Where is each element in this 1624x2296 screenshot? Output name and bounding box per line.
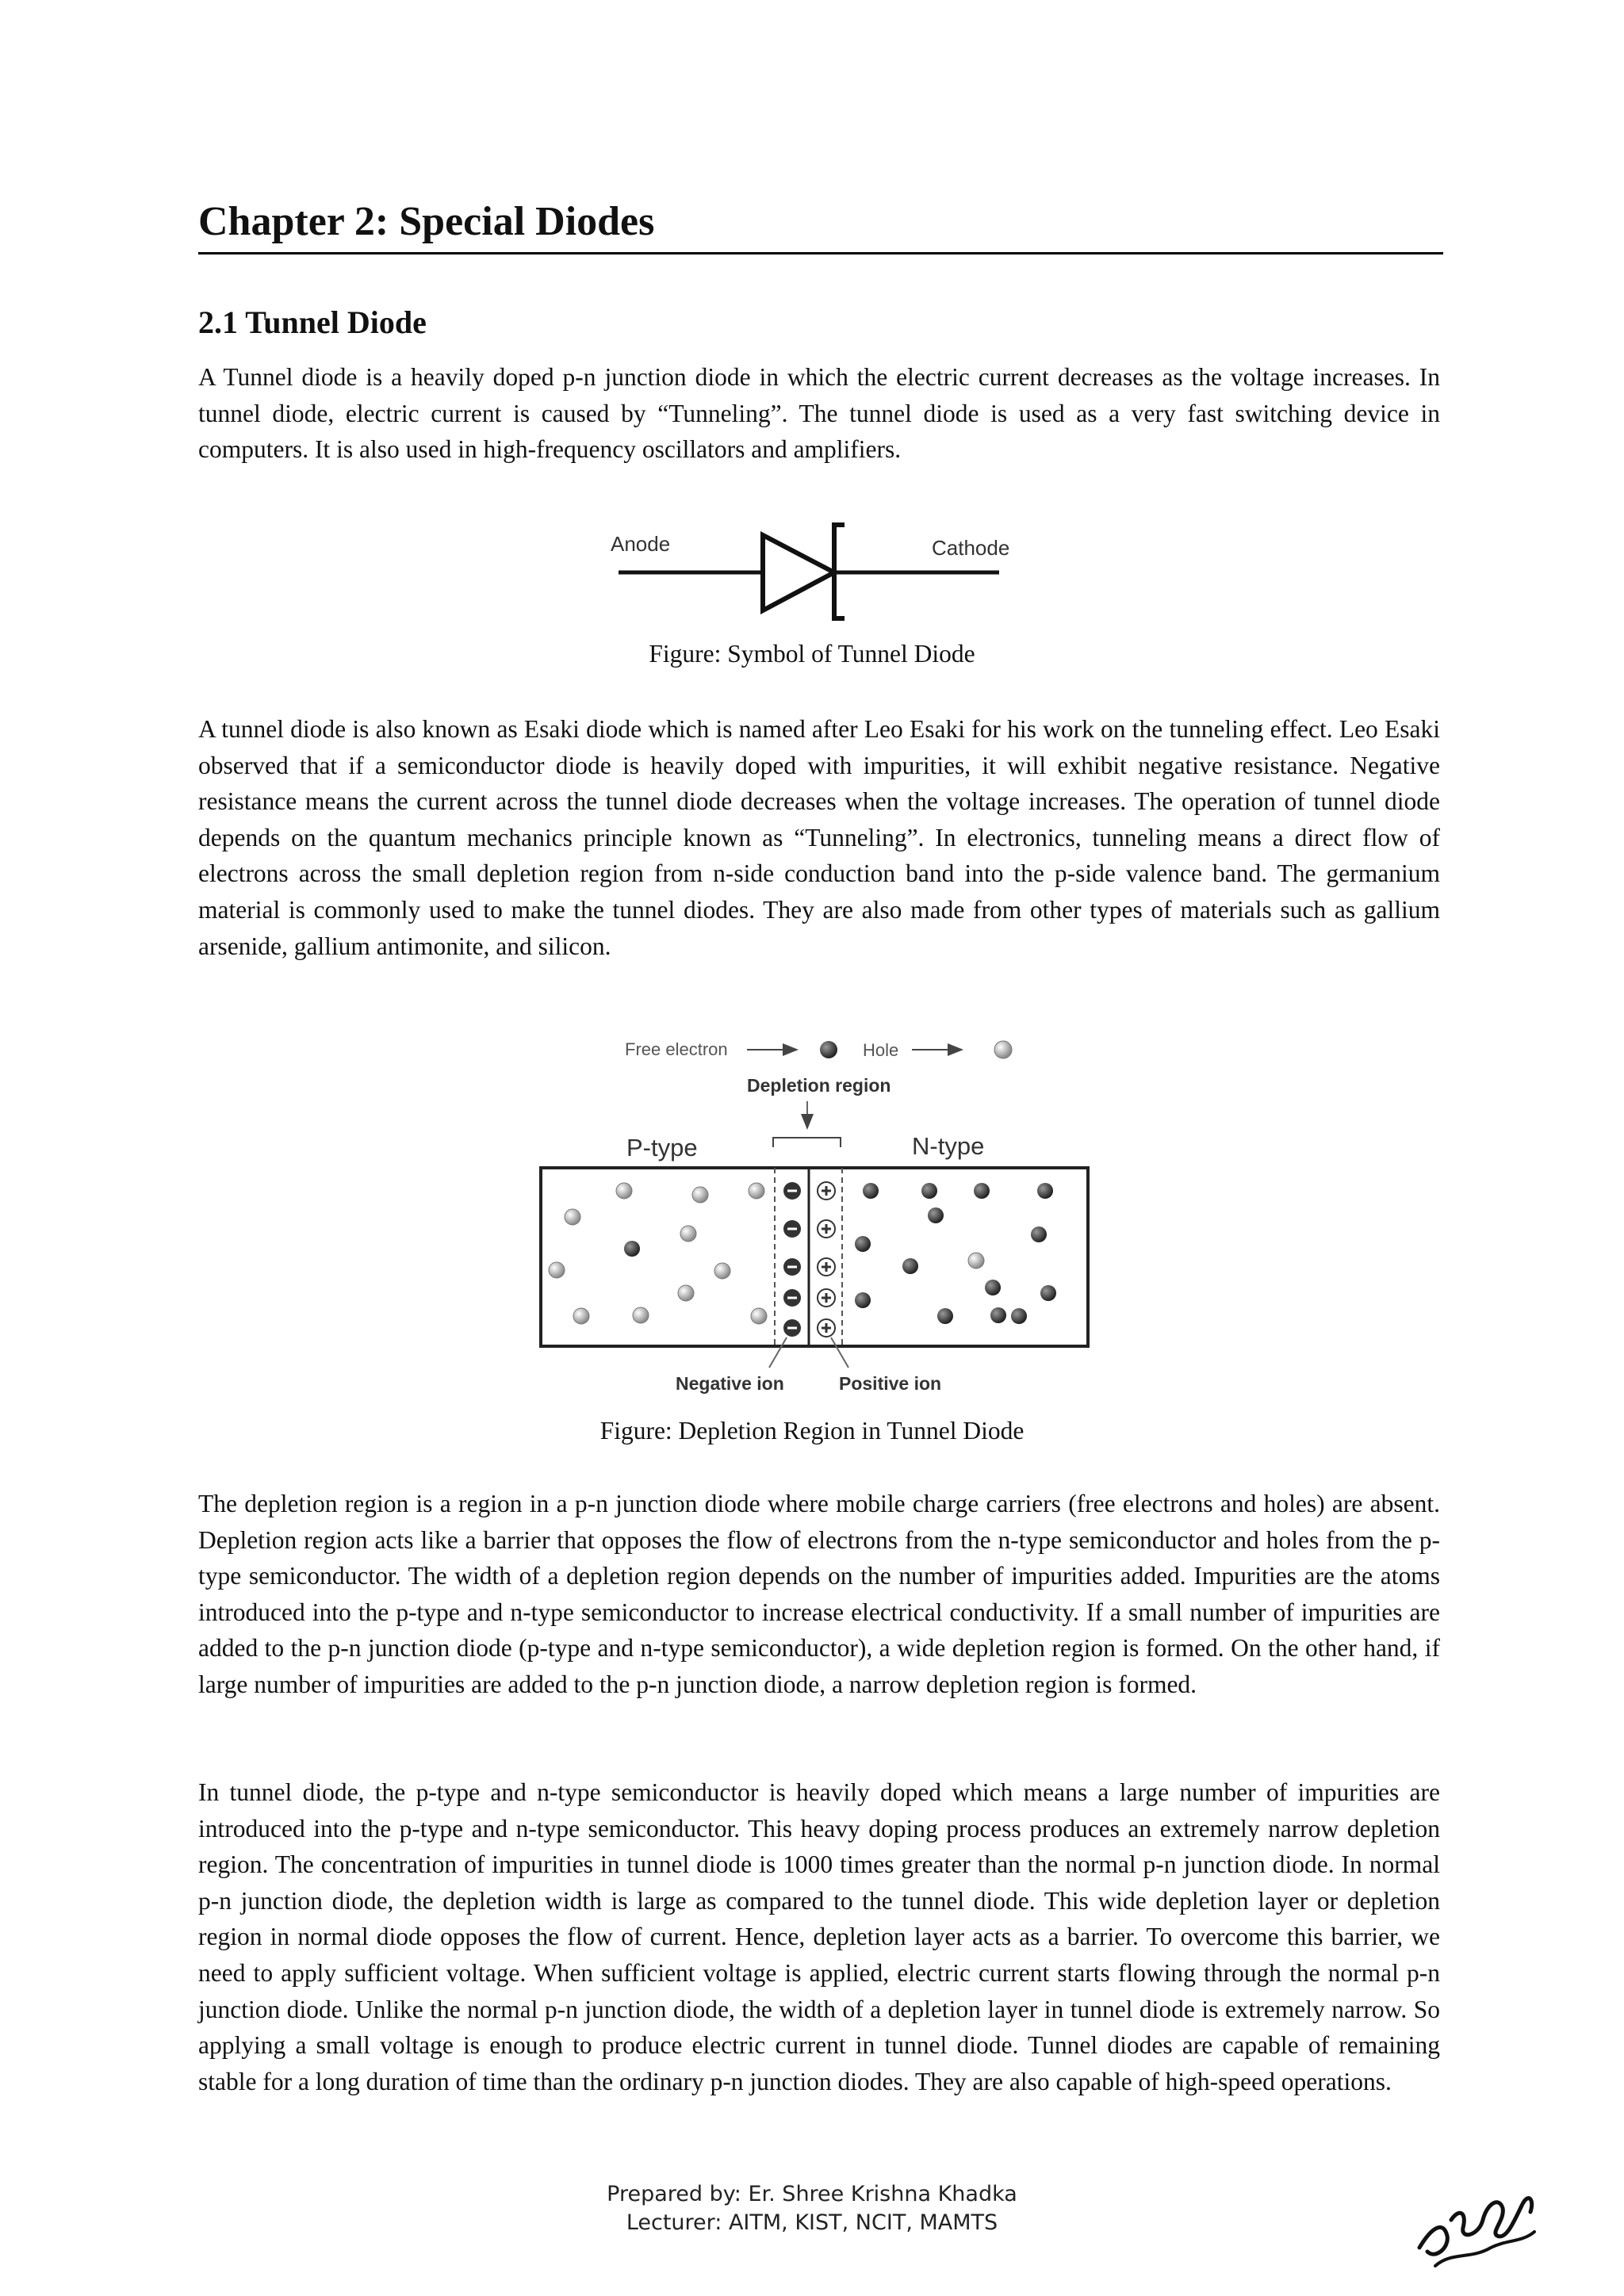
- footer-lecturer: Lecturer: AITM, KIST, NCIT, MAMTS: [626, 2210, 998, 2235]
- free-electron: [855, 1236, 871, 1252]
- hole: [714, 1263, 730, 1279]
- n-type-label: N-type: [912, 1132, 985, 1160]
- cathode-label: Cathode: [932, 536, 1010, 560]
- hole: [549, 1262, 565, 1278]
- free-electron: [937, 1308, 953, 1324]
- hole: [573, 1308, 589, 1324]
- positive-ion: [818, 1182, 835, 1200]
- free-electron-legend-label: Free electron: [625, 1039, 728, 1059]
- p-side-electrons: [624, 1241, 640, 1257]
- free-electron: [928, 1207, 944, 1223]
- free-electron: [1011, 1308, 1027, 1324]
- free-electron: [624, 1241, 640, 1257]
- hole: [749, 1183, 764, 1199]
- hole: [565, 1209, 580, 1225]
- section-title: 2.1 Tunnel Diode: [198, 304, 427, 340]
- paragraph-intro: A Tunnel diode is a heavily doped p-n junction diode in which the electric current decreases as the voltage increases. In tunnel diode, electric current is caused by “Tunneling”. The tunnel diode is used as a very fast switching device in computers. It is also used in high-frequency oscillators and amplifiers.: [198, 363, 1440, 464]
- paragraph-heavy-doping: In tunnel diode, the p-type and n-type semiconductor is heavily doped which means a large number of impurities are introduced into the p-type and n-type semiconductor. This heavy doping process produces an extremely narrow depletion region. The concentration of impurities in tunnel diode is 1000 times greater than the normal p-n junction diode. In normal p-n junction diode, the depletion width is large as compared to the tunnel diode. This wide depletion layer or depletion region in normal diode opposes the flow of current. Hence, depletion layer acts as a barrier. To overcome this barrier, we need to apply sufficient voltage. When sufficient voltage is applied, electric current starts flowing through the normal p-n junction diode. Unlike the normal p-n junction diode, the width of a depletion layer in tunnel diode is extremely narrow. So applying a small voltage is enough to produce electric current in tunnel diode. Tunnel diodes are capable of remaining stable for a long duration of time than the ordinary p-n junction diodes. They are also capable of high-speed operations.: [198, 1778, 1440, 2095]
- footer-prepared-by: Prepared by: Er. Shree Krishna Khadka: [607, 2182, 1017, 2206]
- hole: [692, 1187, 708, 1203]
- positive-ion: [818, 1220, 835, 1238]
- free-electron: [863, 1183, 879, 1199]
- free-electron: [855, 1292, 871, 1308]
- negative-ion: [783, 1289, 801, 1307]
- figure-symbol-caption: Figure: Symbol of Tunnel Diode: [649, 640, 975, 668]
- diode-triangle: [763, 535, 834, 610]
- free-electron: [1031, 1226, 1047, 1242]
- positive-ion: [818, 1319, 835, 1337]
- free-electron: [985, 1280, 1001, 1295]
- free-electron: [1040, 1285, 1056, 1301]
- paragraph-depletion-region: The depletion region is a region in a p-n junction diode where mobile charge carriers (free electrons and holes) are absent. Depletion region acts like a barrier that opposes the flow of electrons from the n-type semiconductor and holes from the p-type semiconductor. The width of a depletion region depends on the number of impurities added. Impurities are the atoms introduced into the p-type and n-type semiconductor to increase electrical conductivity. If a small number of impurities are added to the p-n junction diode (p-type and n-type semiconductor), a wide depletion region is formed. On the other hand, if large number of impurities are added to the p-n junction diode, a narrow depletion region is formed.: [198, 1490, 1440, 1698]
- hole: [678, 1285, 694, 1301]
- hole-legend-label: Hole: [863, 1040, 899, 1060]
- n-side-holes: [968, 1253, 984, 1269]
- positive-ion-label: Positive ion: [839, 1373, 942, 1394]
- hole: [616, 1183, 632, 1199]
- negative-ion-label: Negative ion: [676, 1373, 784, 1394]
- hole: [633, 1307, 649, 1323]
- hole: [680, 1226, 696, 1242]
- hole: [751, 1308, 767, 1324]
- tunnel-diode-symbol-figure: [603, 515, 1031, 626]
- paragraph-esaki: A tunnel diode is also known as Esaki diode which is named after Leo Esaki for his work on the tunneling effect. Leo Esaki observed that if a semiconductor diode is heavily doped with impurities, it will exhibit negative resistance. Negative resistance means the current across the tunnel diode decreases when the voltage increases. The operation of tunnel diode depends on the quantum mechanics principle known as “Tunneling”. In electronics, tunneling means a direct flow of electrons across the small depletion region from n-side conduction band into the p-side valence band. The germanium material is commonly used to make the tunnel diodes. They are also made from other types of materials such as gallium arsenide, gallium antimonite, and silicon.: [198, 715, 1440, 960]
- free-electron: [921, 1183, 937, 1199]
- depletion-region-figure: [531, 1027, 1102, 1407]
- author-signature: [1404, 2172, 1546, 2275]
- depletion-region-label: Depletion region: [747, 1075, 891, 1096]
- depletion-bracket: [773, 1138, 841, 1147]
- free-electron: [902, 1258, 918, 1274]
- free-electron: [990, 1307, 1006, 1323]
- free-electron: [974, 1183, 990, 1199]
- negative-ion: [783, 1220, 801, 1238]
- anode-label: Anode: [611, 532, 671, 556]
- positive-ion: [818, 1289, 835, 1307]
- positive-ion: [818, 1258, 835, 1276]
- free-electron: [1037, 1183, 1053, 1199]
- chapter-title: Chapter 2: Special Diodes: [198, 197, 1443, 254]
- negative-ion: [783, 1258, 801, 1276]
- hole: [968, 1253, 984, 1269]
- negative-ion: [783, 1319, 801, 1337]
- hole-legend-icon: [994, 1041, 1012, 1058]
- free-electron-legend-icon: [820, 1041, 837, 1058]
- p-type-label: P-type: [626, 1134, 698, 1161]
- figure-depletion-caption: Figure: Depletion Region in Tunnel Diode: [599, 1417, 1025, 1445]
- negative-ion: [783, 1182, 801, 1200]
